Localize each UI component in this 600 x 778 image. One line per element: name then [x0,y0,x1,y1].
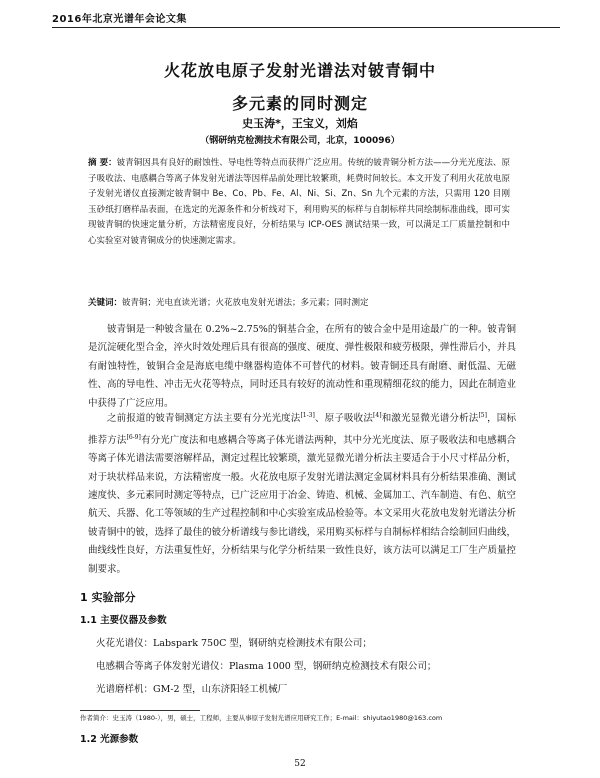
keywords-label: 关键词： [88,298,123,308]
instrument-item-1: 火花光谱仪：Labspark 750C 型，钢研纳克检测技术有限公司； [96,638,372,649]
para2-part-d: ，国标推荐方法 [88,413,516,446]
abstract-text: 铍青铜因具有良好的耐蚀性、导电性等特点而获得广泛应用。传统的铍青铜分析方法——分光光度法、原子吸收法、电感耦合等离子体发射光谱法等因样品前处理比较繁琐，耗费时间较长。本文开发了利用火花放电原子发射光谱仪直接测定铍青铜中 Be、Co、Pb、Fe、Al、Ni、Si、Zn、Sn 九个元素的方法，只需用 120 目刚玉砂纸打磨样品表面，在选定的光源条件和分析线对下，利用购买的标样与自制标样共同绘制标准曲线，即可实现铍青铜的快速定量分析，方法精密度良好，分析结果与 ICP-OES 测试结果一致，可以满足工厂质量控制和中心实验室对铍青铜成分的快速测定需求。 [88,158,510,246]
citation-ref-2: [4] [373,412,382,419]
para2-part-c: 和激光显微光谱分析法 [381,413,479,425]
abstract [88,156,510,250]
affiliation: （钢研纳克检测技术有限公司，北京，100096） [200,136,400,146]
paper-title-line-2: 多元素的同时测定 [231,94,368,113]
para2-part-e: 有分光广度法和电感耦合等离子体光谱法两种，其中分光光度法、原子吸收法和电感耦合等离子体光谱法需要溶解样品，测定过程比较繁琐，激光显微光谱分析法主要适合于小尺寸样品分析，对于块状样品来说，方法精密度一般。火花放电原子发射光谱法测定金属材料具有分析结果准确、测试速度快、多元素同时测定等特点，已广泛应用于冶金、铸造、机械、金属加工、汽车制造、有色、航空航天、兵器、化工等领域的生产过程控制和中心实验室成品检验等。本文采用火花放电发射光谱法分析铍青铜中的铍，选择了最佳的铍分析谱线与参比谱线，采用购买标样与自制标样相结合绘制回归曲线，曲线线性良好，方法重复性好，分析结果与化学分析结果一致性良好，该方法可以满足工厂生产质量控制要求。 [88,434,516,575]
running-header: 2016年北京光谱年会论文集 [52,14,187,25]
header-rule [52,27,560,28]
page-number: 52 [294,759,306,769]
instrument-item-2: 电感耦合等离子体发射光谱仪：Plasma 1000 型，钢研纳克检测技术有限公司； [96,661,437,672]
author-footnote: 作者简介：史玉涛（1980-），男，硕士，工程师，主要从事原子发射光谱应用研究工作；E-mail：shiyutao1980@163.com [80,714,443,722]
keywords-text: 铍青铜；光电直读光谱；火花放电发射光谱法；多元素；同时测定 [122,298,369,308]
authors: 史玉涛*，王宝义，刘焰 [242,117,358,130]
para2-part-a: 之前报道的铍青铜测定方法主要有分光光度法 [107,413,301,425]
citation-ref-3: [5] [478,412,487,419]
para2-part-b: 、原子吸收法 [314,413,374,425]
citation-ref-1: [1-3] [300,412,315,419]
paper-title-line-1: 火花放电原子发射光谱法对铍青铜中 [163,61,436,80]
section-heading-1: 1 实验部分 [80,591,136,604]
intro-paragraph-1-text: 铍青铜是一种铍含量在 0.2%~2.75%的铜基合金，在所有的铍合金中是用途最广的一种。铍青铜是沉淀硬化型合金，淬火时效处理后具有很高的强度、硬度、弹性极限和疲劳极限，弹性滞后小，并具有耐蚀特性，铍铜合金是海底电缆中继器构造体不可替代的材料。铍青铜还具有耐磨、耐低温、无磁性、高的导电性、冲击无火花等特点，同时还具有较好的流动性和重现精细花纹的能力，因此在制造业中获得了广泛应用。 [88,324,516,409]
instrument-list [96,632,436,701]
keywords [88,296,510,308]
footnote-rule [80,710,200,711]
intro-paragraph-2 [88,407,516,579]
subsection-heading-1-2: 1.2 光源参数 [80,734,139,745]
subsection-heading-1-1: 1.1 主要仪器及参数 [80,615,167,626]
abstract-label: 摘 要： [88,158,117,168]
instrument-item-3: 光谱磨样机：GM-2 型，山东济阳轻工机械厂 [96,684,288,695]
citation-ref-4: [6-9] [126,433,141,441]
intro-paragraph-1 [88,321,516,413]
